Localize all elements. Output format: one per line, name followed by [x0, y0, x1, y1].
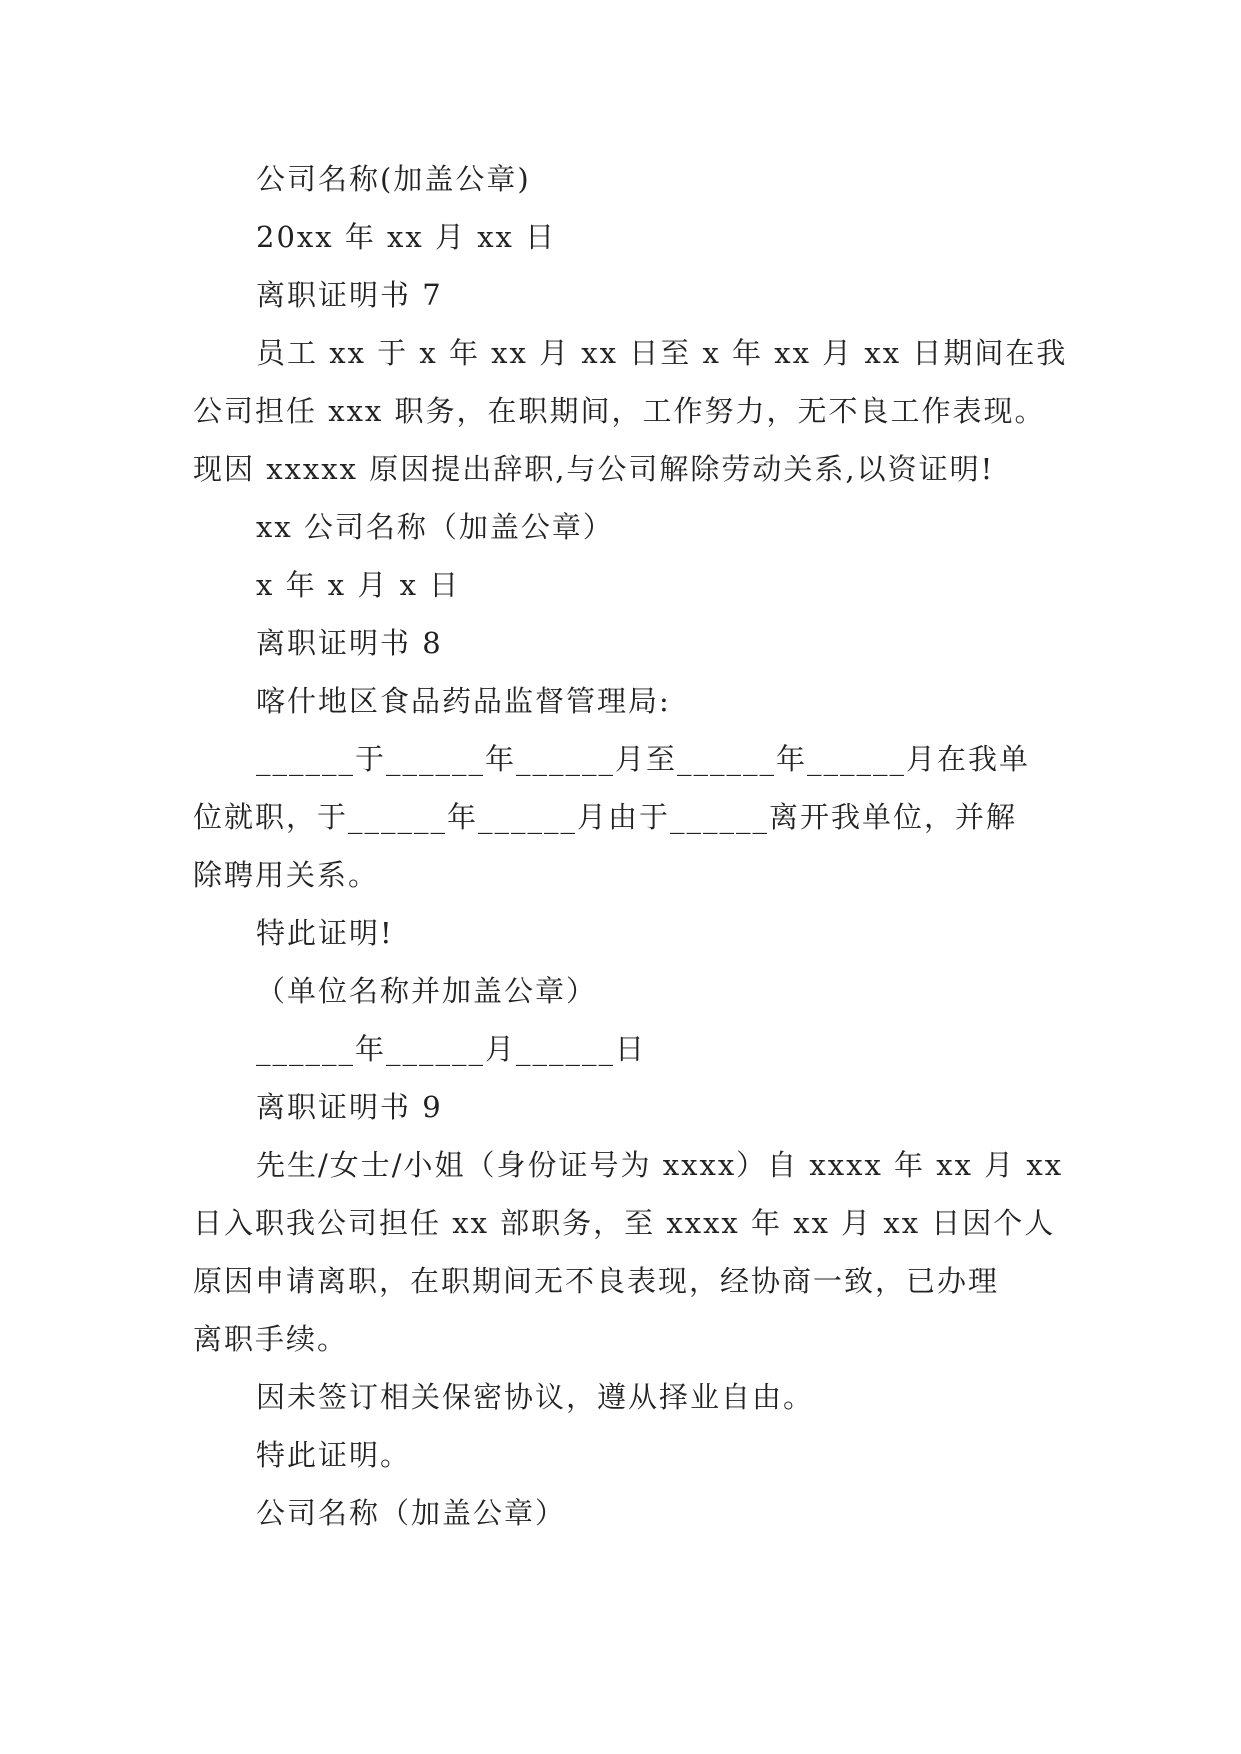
addressee-line: 喀什地区食品药品监督管理局:	[256, 684, 671, 718]
company-signature-line: 公司名称（加盖公章）	[256, 1496, 567, 1530]
paragraph-line: 除聘用关系。	[193, 858, 380, 892]
section-heading-8: 离职证明书 8	[256, 626, 443, 660]
paragraph-line: 位就职，于______年______月由于______离开我单位，并解	[193, 800, 1018, 834]
date-line: 20xx 年 xx 月 xx 日	[256, 220, 557, 254]
company-signature-line: xx 公司名称（加盖公章）	[256, 510, 614, 544]
company-signature-line: 公司名称(加盖公章)	[256, 162, 531, 196]
section-heading-7: 离职证明书 7	[256, 278, 443, 312]
date-line: ______年______月______日	[256, 1032, 647, 1066]
closing-line: 特此证明。	[256, 1438, 412, 1472]
paragraph-line: 公司担任 xxx 职务，在职期间，工作努力，无不良工作表现。	[193, 394, 1046, 428]
date-line: x 年 x 月 x 日	[256, 568, 461, 602]
closing-line: 特此证明!	[256, 916, 394, 950]
paragraph-line: 现因 xxxxx 原因提出辞职,与公司解除劳动关系,以资证明!	[193, 452, 995, 486]
paragraph-line: 因未签订相关保密协议，遵从择业自由。	[256, 1380, 815, 1414]
paragraph-line: 离职手续。	[193, 1322, 349, 1356]
paragraph-line: ______于______年______月至______年______月在我单	[256, 742, 1031, 776]
paragraph-line: 先生/女士/小姐（身份证号为 xxxx）自 xxxx 年 xx 月 xx	[256, 1148, 1064, 1182]
document-body	[193, 150, 1068, 1542]
paragraph-line: 原因申请离职，在职期间无不良表现，经协商一致，已办理	[193, 1264, 1000, 1298]
paragraph-line: 员工 xx 于 x 年 xx 月 xx 日至 x 年 xx 月 xx 日期间在我	[256, 336, 1068, 370]
section-heading-9: 离职证明书 9	[256, 1090, 443, 1124]
paragraph-line: 日入职我公司担任 xx 部职务，至 xxxx 年 xx 月 xx 日因个人	[193, 1206, 1056, 1240]
company-signature-line: （单位名称并加盖公章）	[256, 974, 598, 1008]
